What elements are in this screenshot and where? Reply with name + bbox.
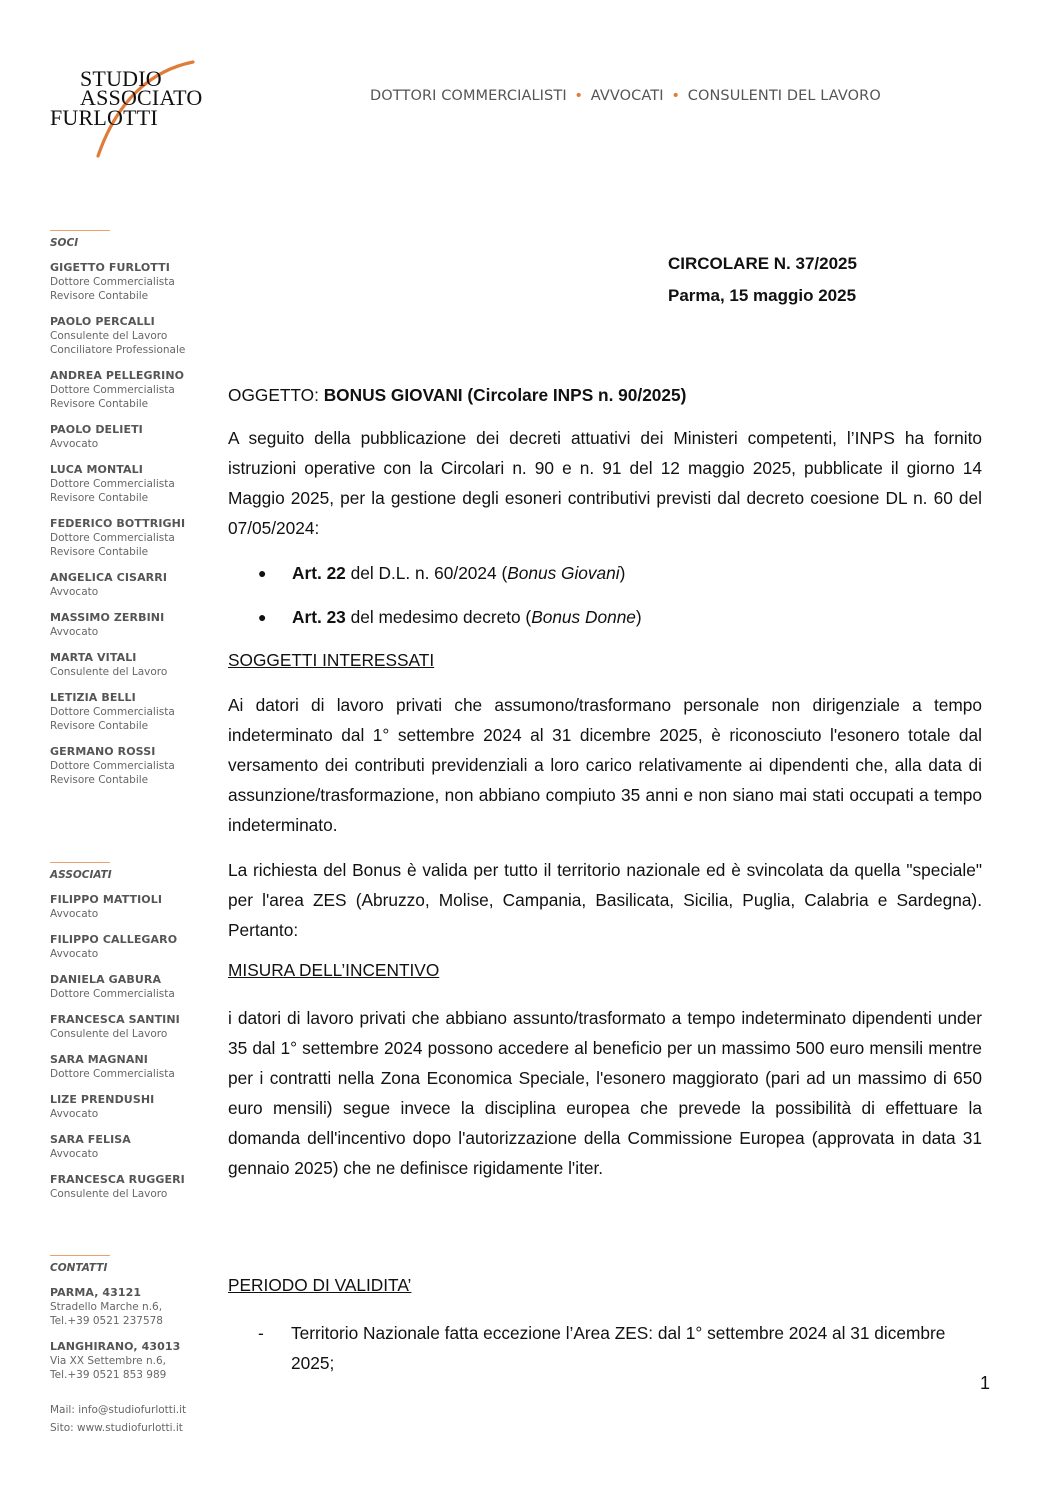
section-title-contatti: CONTATTI (50, 1262, 108, 1274)
studio-logo (48, 58, 218, 163)
tagline-part: AVVOCATI (590, 88, 664, 104)
tagline-separator: • (671, 88, 681, 104)
contact-website[interactable]: Sito: www.studiofurlotti.it (50, 1422, 183, 1434)
person-entry (50, 1053, 200, 1081)
person-entry (50, 463, 200, 505)
paragraph-territorio: La richiesta del Bonus è valida per tutto il territorio nazionale ed è svincolata da quella "speciale" per l'area ZES (Abruzzo, Molise, Campania, Basilicata, Sicilia, Puglia, Calabria e Sardegna). Pertanto: (228, 860, 982, 940)
tagline-separator: • (574, 88, 584, 104)
person-role: Dottore Commercialista (50, 276, 175, 288)
office-detail: Tel.+39 0521 853 989 (50, 1369, 167, 1381)
person-role: Revisore Contabile (50, 492, 149, 504)
article-list (258, 558, 642, 646)
person-entry (50, 369, 200, 411)
person-name: FILIPPO MATTIOLI (50, 893, 163, 906)
person-role: Consulente del Lavoro (50, 330, 168, 342)
article-text: del medesimo decreto ( (345, 606, 532, 627)
office-name: PARMA, 43121 (50, 1286, 142, 1299)
office-name: LANGHIRANO, 43013 (50, 1340, 181, 1353)
office-detail: Tel.+39 0521 237578 (50, 1315, 163, 1327)
person-role: Dottore Commercialista (50, 1068, 175, 1080)
person-role: Revisore Contabile (50, 774, 149, 786)
person-role: Revisore Contabile (50, 546, 149, 558)
tagline-part: DOTTORI COMMERCIALISTI (370, 88, 567, 104)
person-role: Revisore Contabile (50, 398, 149, 410)
paragraph-soggetti: Ai datori di lavoro privati che assumono/trasformano personale non dirigenziale a tempo indeterminato dal 1° settembre 2024 al 31 dicembre 2025, è riconosciuto l'esonero totale dal versamento dei contributi previdenziali a loro carico relativamente ai dipendenti che, alla data di assunzione/trasformazione, non abbiano compiuto 35 anni e non siano mai stati occupati a tempo indeterminato. (228, 695, 982, 835)
person-role: Consulente del Lavoro (50, 666, 168, 678)
office-detail: Via XX Settembre n.6, (50, 1355, 166, 1367)
person-name: GIGETTO FURLOTTI (50, 261, 170, 274)
logo-line-1: STUDIO (80, 66, 162, 91)
article-ref: Art. 23 (292, 606, 346, 627)
list-item (258, 602, 642, 632)
person-role: Avvocato (50, 1108, 99, 1120)
person-role: Conciliatore Professionale (50, 344, 186, 356)
list-item (258, 558, 642, 588)
person-name: SARA MAGNANI (50, 1053, 148, 1066)
person-name: FRANCESCA RUGGERI (50, 1173, 185, 1186)
person-name: SARA FELISA (50, 1133, 131, 1146)
person-role: Avvocato (50, 586, 99, 598)
article-text-end: ) (619, 562, 626, 583)
person-entry (50, 261, 200, 303)
section-divider (50, 862, 110, 863)
person-role: Dottore Commercialista (50, 988, 175, 1000)
article-text-end: ) (635, 606, 642, 627)
logo-line-2: ASSOCIATO (80, 85, 203, 110)
person-entry (50, 1133, 200, 1161)
person-role: Dottore Commercialista (50, 478, 175, 490)
person-name: LIZE PRENDUSHI (50, 1093, 155, 1106)
person-entry (50, 315, 200, 357)
person-entry (50, 745, 200, 787)
person-name: DANIELA GABURA (50, 973, 162, 986)
person-name: PAOLO PERCALLI (50, 315, 155, 328)
person-name: MASSIMO ZERBINI (50, 611, 165, 624)
person-entry (50, 611, 200, 639)
bonus-name: Bonus Donne (531, 606, 636, 627)
section-title-soci: SOCI (50, 237, 79, 249)
subject-text: BONUS GIOVANI (Circolare INPS n. 90/2025) (323, 385, 687, 405)
circular-number: CIRCOLARE N. 37/2025 (668, 254, 857, 273)
associati-list (50, 893, 200, 1201)
person-role: Avvocato (50, 626, 99, 638)
person-name: GERMANO ROSSI (50, 745, 156, 758)
person-entry (50, 933, 200, 961)
person-entry (50, 517, 200, 559)
heading-soggetti: SOGGETTI INTERESSATI (228, 650, 435, 670)
heading-periodo: PERIODO DI VALIDITA’ (228, 1275, 412, 1295)
intro-paragraph: A seguito della pubblicazione dei decreti attuativi dei Ministeri competenti, l’INPS ha fornito istruzioni operative con la Circolari n. 90 e n. 91 del 12 maggio 2025, pubblicate il giorno 14 Maggio 2025, per la gestione degli esoneri contributivi previsti dal decreto coesione DL n. 60 del 07/05/2024: (228, 428, 982, 538)
person-name: FRANCESCA SANTINI (50, 1013, 180, 1026)
bonus-name: Bonus Giovani (507, 562, 620, 583)
person-role: Avvocato (50, 438, 99, 450)
person-role: Dottore Commercialista (50, 532, 175, 544)
person-name: LETIZIA BELLI (50, 691, 136, 704)
person-role: Avvocato (50, 948, 99, 960)
person-entry (50, 1093, 200, 1121)
person-entry (50, 691, 200, 733)
section-divider (50, 1255, 110, 1256)
article-ref: Art. 22 (292, 562, 346, 583)
person-name: MARTA VITALI (50, 651, 137, 664)
person-entry (50, 651, 200, 679)
page-number: 1 (980, 1373, 991, 1393)
office-detail: Stradello Marche n.6, (50, 1301, 163, 1313)
office-entry (50, 1286, 200, 1328)
person-name: FEDERICO BOTTRIGHI (50, 517, 186, 530)
person-name: PAOLO DELIETI (50, 423, 143, 436)
person-role: Consulente del Lavoro (50, 1028, 168, 1040)
bullet-icon: ● (258, 565, 267, 581)
person-name: ANGELICA CISARRI (50, 571, 168, 584)
person-entry (50, 973, 200, 1001)
person-entry (50, 1173, 200, 1201)
soci-list (50, 261, 200, 787)
tagline-part: CONSULENTI DEL LAVORO (687, 88, 881, 104)
bullet-icon: ● (258, 609, 267, 625)
place-date: Parma, 15 maggio 2025 (668, 286, 857, 305)
person-role: Revisore Contabile (50, 290, 149, 302)
section-divider (50, 230, 110, 231)
office-list (50, 1286, 200, 1382)
person-role: Avvocato (50, 908, 99, 920)
person-role: Dottore Commercialista (50, 706, 175, 718)
article-text: del D.L. n. 60/2024 ( (345, 562, 508, 583)
subject-line (228, 380, 982, 410)
person-entry (50, 1013, 200, 1041)
sidebar-soci (50, 230, 200, 799)
person-role: Consulente del Lavoro (50, 1188, 168, 1200)
person-role: Dottore Commercialista (50, 384, 175, 396)
sidebar-associati (50, 862, 200, 1213)
circular-header (668, 248, 857, 312)
list-item (258, 1318, 958, 1378)
logo-line-3: FURLOTTI (50, 105, 158, 130)
person-entry (50, 571, 200, 599)
person-entry (50, 893, 200, 921)
person-role: Avvocato (50, 1148, 99, 1160)
person-role: Dottore Commercialista (50, 760, 175, 772)
person-name: FILIPPO CALLEGARO (50, 933, 178, 946)
dash-marker: - (258, 1323, 264, 1343)
heading-misura: MISURA DELL’INCENTIVO (228, 960, 440, 980)
contact-mail[interactable]: Mail: info@studiofurlotti.it (50, 1404, 187, 1416)
subject-label: OGGETTO: (228, 385, 324, 405)
periodo-text: Territorio Nazionale fatta eccezione l’Area ZES: dal 1° settembre 2024 al 31 dicembre 2025; (291, 1323, 946, 1373)
paragraph-misura: i datori di lavoro privati che abbiano assunto/trasformato a tempo indeterminato dipendenti under 35 dal 1° settembre 2024 possono accedere al beneficio per un massimo 500 euro mensili mentre per i contratti nella Zona Economica Speciale, l'esonero maggiorato (pari ad un massimo di 650 euro mensili) segue invece la disciplina europea che prevede la possibilità di effettuare la domanda dell'incentivo dopo l'autorizzazione della Commissione Europea (approvata in data 31 gennaio 2025) che ne definisce rigidamente l'iter. (228, 1008, 982, 1178)
sidebar-contatti (50, 1255, 200, 1436)
office-entry (50, 1340, 200, 1382)
person-entry (50, 423, 200, 451)
person-role: Revisore Contabile (50, 720, 149, 732)
person-name: LUCA MONTALI (50, 463, 143, 476)
section-title-associati: ASSOCIATI (50, 869, 112, 881)
person-name: ANDREA PELLEGRINO (50, 369, 185, 382)
firm-tagline (370, 88, 881, 104)
